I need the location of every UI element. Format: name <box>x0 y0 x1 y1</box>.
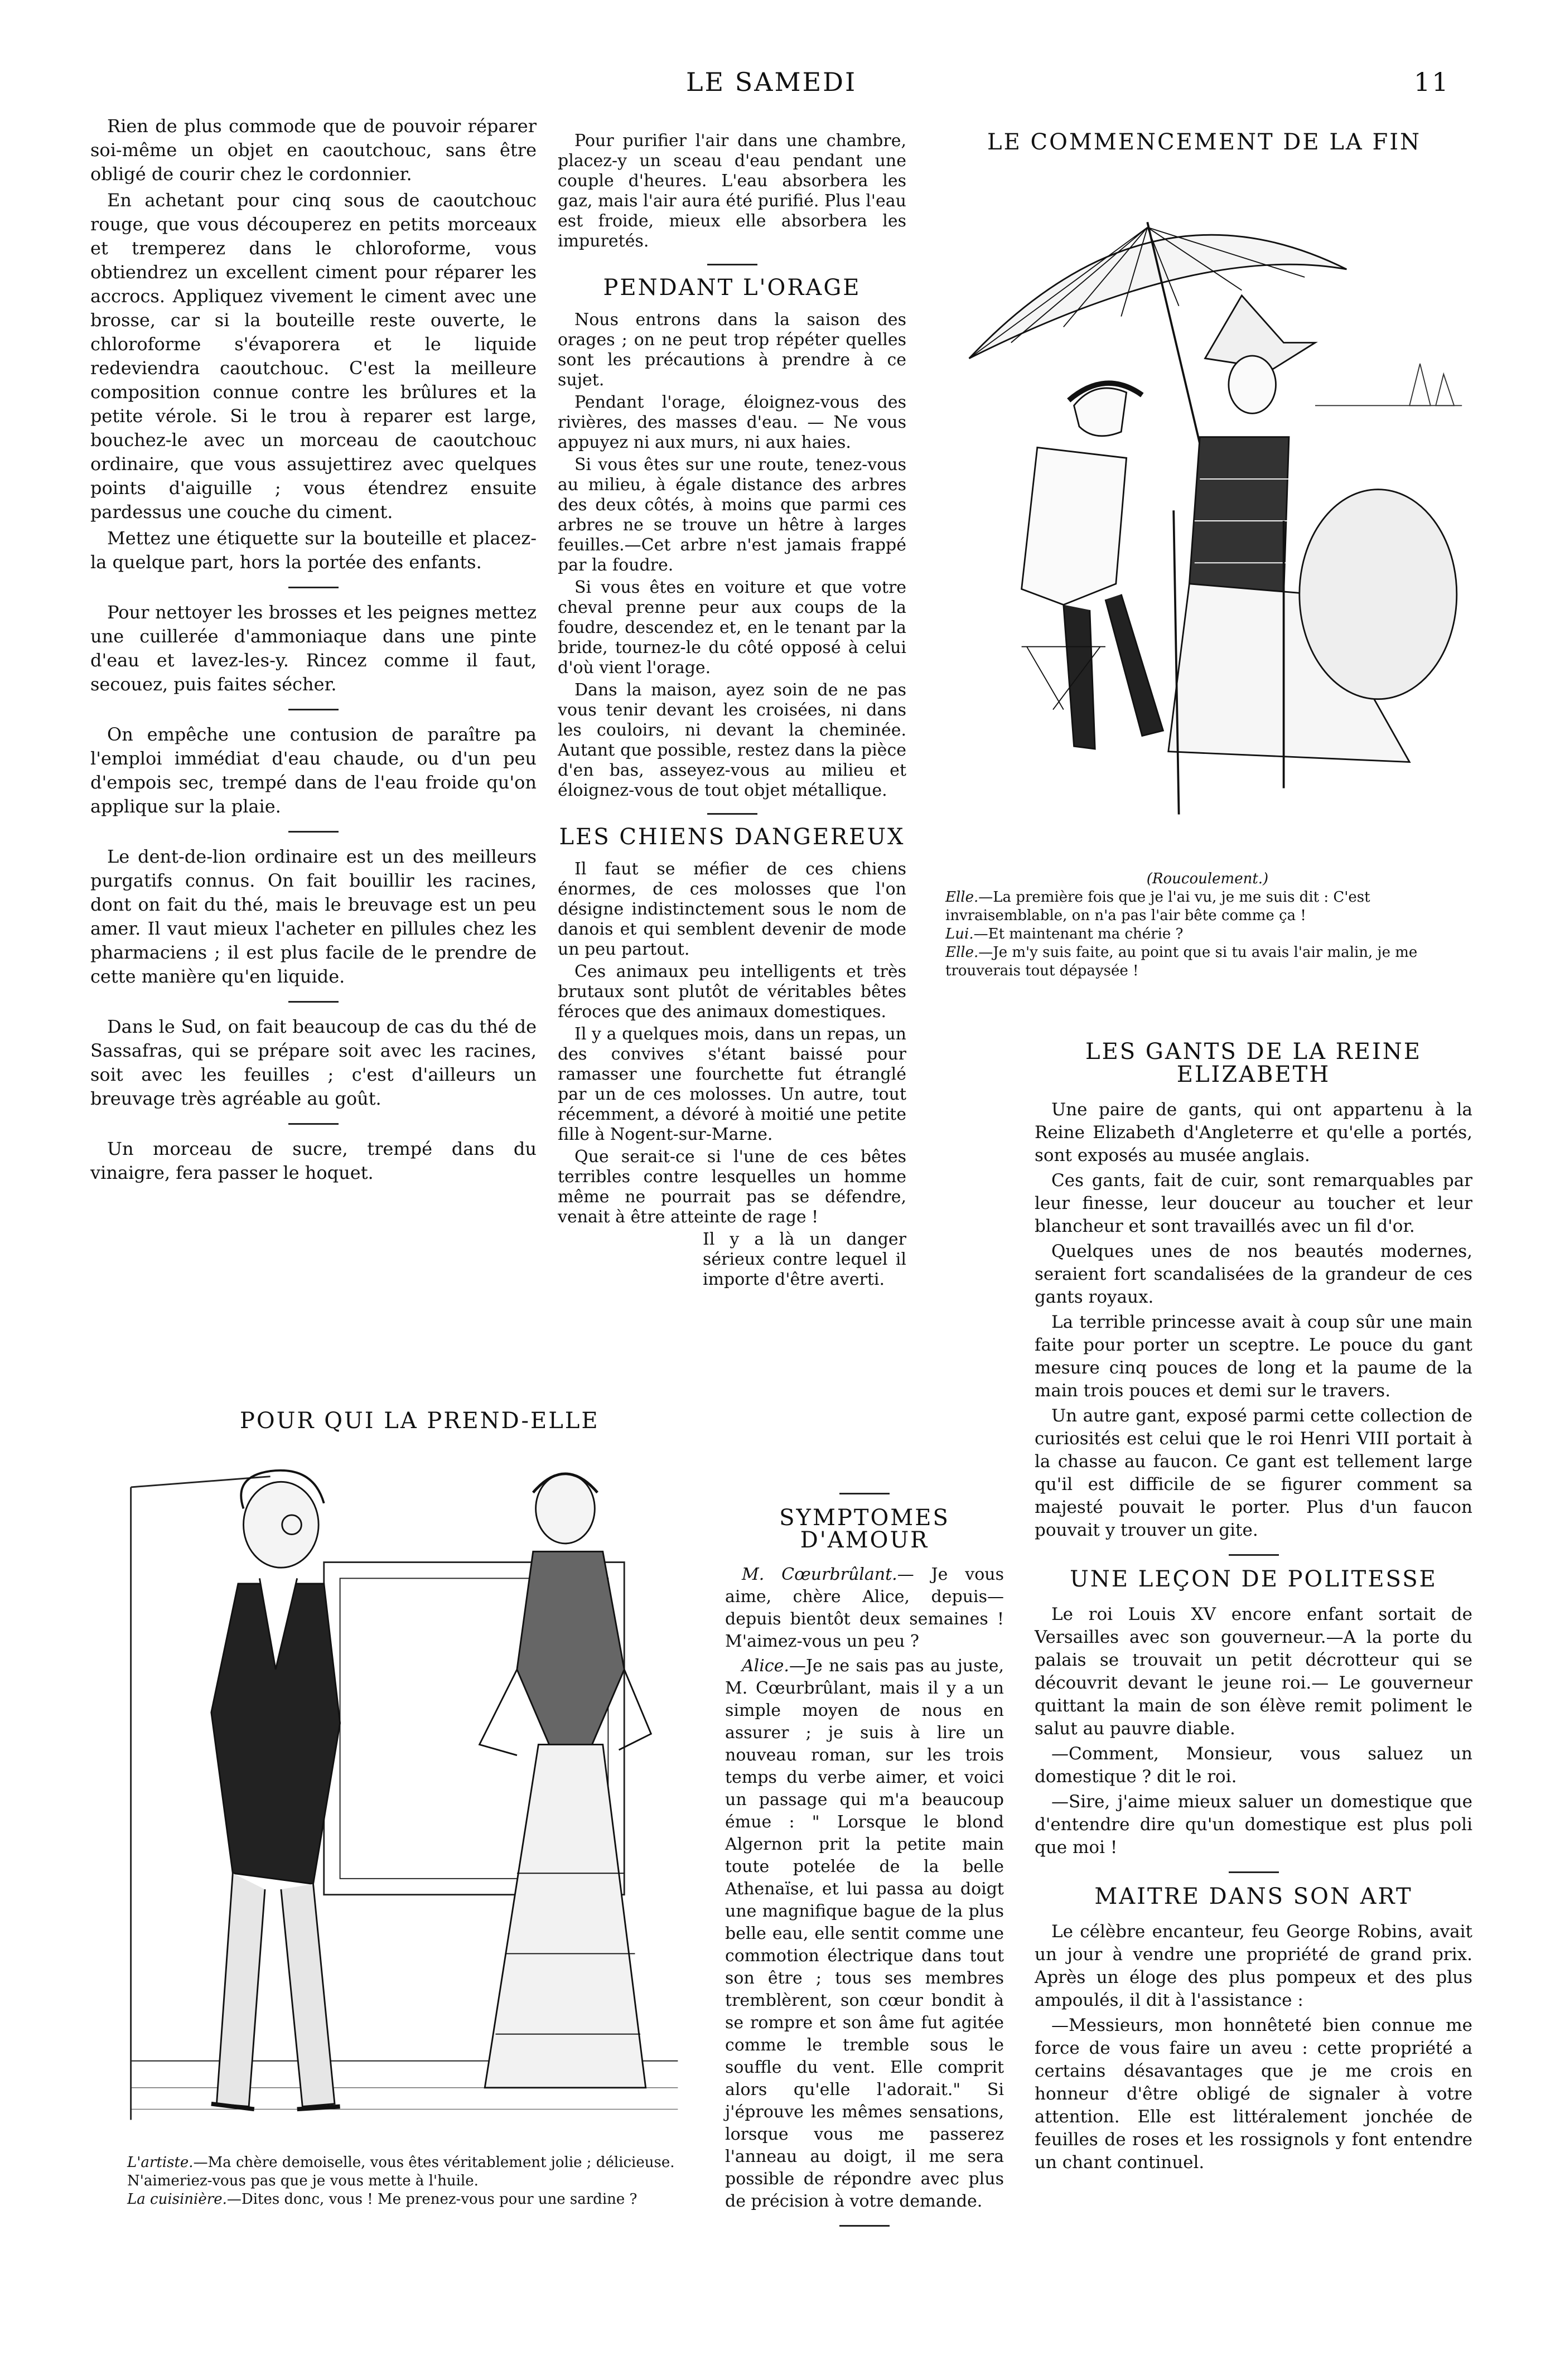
section-title-maitre: MAITRE DANS SON ART <box>1094 1884 1413 1909</box>
caption-speaker: Elle. <box>945 889 979 906</box>
column-2 <box>558 131 906 1292</box>
caption-text: —Et maintenant ma chérie ? <box>973 926 1184 942</box>
section-title-pour-qui: POUR QUI LA PREND-ELLE <box>240 1408 600 1434</box>
caption-text: —La première fois que je l'ai vu, je me suis dit : C'est invraisemblable, on n'a pas l'air bête comme ça ! <box>945 889 1370 924</box>
illustration-couple-under-parasol <box>948 165 1472 862</box>
paragraph: Pendant l'orage, éloignez-vous des rivières, des masses d'eau. — Ne vous appuyez ni aux murs, ni aux haies. <box>558 393 906 452</box>
divider <box>839 1493 890 1494</box>
divider <box>707 813 757 815</box>
caption-speaker: La cuisinière. <box>127 2191 227 2208</box>
caption-speaker: Lui. <box>945 926 974 942</box>
paragraph: —Sire, j'aime mieux saluer un domestique que d'entendre dire qu'un domestique est plus poli que moi ! <box>1035 1792 1472 1857</box>
paragraph: Que serait-ce si l'une de ces bêtes terribles contre lesquelles un homme même ne pourrait pas se défendre, venait à être atteinte de rage ! <box>558 1147 906 1227</box>
paragraph: Il y a là un danger sérieux contre lequel il importe d'être averti. <box>703 1230 906 1289</box>
paragraph: Dans le Sud, on fait beaucoup de cas du thé de Sassafras, qui se prépare soit avec les racines, soit avec les feuilles ; c'est d'ailleurs un breuvage très agréable au goût. <box>90 1016 537 1109</box>
paragraph: Rien de plus commode que de pouvoir réparer soi-même un objet en caoutchouc, sans être obligé de courir chez le cordonnier. <box>90 115 537 185</box>
paragraph: Le célèbre encanteur, feu George Robins, avait un jour à vendre une propriété de grand prix. Après un éloge des plus pompeux et des plus ampoulés, il dit à l'assistance : <box>1035 1922 1472 2010</box>
paragraph: Dans la maison, ayez soin de ne pas vous tenir devant les croisées, ni dans les couloirs, ni devant la cheminée. Autant que possible, restez dans la pièce d'en bas, asseyez-vous au milieu et éloignez-vous de tout objet métallique. <box>558 680 906 800</box>
divider <box>288 831 339 833</box>
caption-speaker: Elle. <box>945 944 979 961</box>
divider <box>1229 1554 1279 1556</box>
paragraph: En achetant pour cinq sous de caoutchouc rouge, que vous découperez en petits morceaux et tremperez dans le chloroforme, vous obtiendrez un excellent ciment pour réparer les accrocs. Appliquez vivement le ciment avec une brosse, car si la bouteille reste ouverte, le chloroforme s'évaporera et le liquide redeviendra caoutchouc. C'est la meilleure composition connue contre les brûlures et la petite vérole. Si le trou à reparer est large, bouchez-le avec un morceau de caoutchouc ordinaire, que vous assujettirez avec quelques points d'aiguille ; vous étendrez ensuite pardessus une couche du ciment. <box>90 190 537 523</box>
paragraph: Mettez une étiquette sur la bouteille et placez-la quelque part, hors la portée des enfants. <box>90 528 537 573</box>
section-title-symptomes: SYMPTOMES D'AMOUR <box>779 1505 950 1553</box>
caption-text: —Je m'y suis faite, au point que si tu avais l'air malin, je me trouverais tout dépaysée ! <box>945 944 1418 979</box>
paragraph: Ces animaux peu intelligents et très brutaux sont plutôt de véritables bêtes féroces que des animaux domestiques. <box>558 962 906 1022</box>
paragraph: —Je ne sais pas au juste, M. Cœurbrûlant, mais il y a un simple moyen de nous en assurer ; je suis à lire un nouveau roman, sur les trois temps du verbe aimer, et voici un passage qui m'a beaucoup émue : " Lorsque le blond Algernon prit la petite main toute potelée de la belle Athenaïse, et lui passa au doigt une magnifique bague de la plus belle eau, elle sentit comme une commotion électrique dans tout son être ; tous ses membres tremblèrent, son cœur bondit à se rompre et son âme fut agitée comme le tremble sous le souffle du vent. Elle comprit alors qu'elle l'adorait." Si j'éprouve les mêmes sensations, lorsque vous me passerez l'anneau au doigt, il me sera possible de répondre avec plus de précision à votre demande. <box>725 1656 1004 2211</box>
caption-text: —Dites donc, vous ! Me prenez-vous pour une sardine ? <box>226 2191 637 2208</box>
paragraph: Si vous êtes sur une route, tenez-vous au milieu, à égale distance des arbres des deux côtés, à moins que parmi ces arbres ne se trouve un hêtre à larges feuilles.—Cet arbre n'est jamais frappé par la foudre. <box>558 455 906 575</box>
paragraph: Un autre gant, exposé parmi cette collection de curiosités est celui que le roi Henri VIII portait à la chasse au faucon. Ce gant est tellement large qu'il est difficile de se figurer comment sa majesté pouvait le porter. Plus d'un faucon pouvait y trouver un gite. <box>1035 1406 1472 1540</box>
caption-subtitle: (Roucoulement.) <box>1146 870 1269 887</box>
section-title-chiens: LES CHIENS DANGEREUX <box>559 824 905 850</box>
column-1 <box>90 114 537 1187</box>
illustration-artist-and-cook <box>109 1444 700 2141</box>
divider <box>839 2225 890 2227</box>
paragraph: Quelques unes de nos beautés modernes, seraient fort scandalisées de la grandeur de ces gants royaux. <box>1035 1241 1472 1307</box>
paragraph: La terrible princesse avait à coup sûr une main faite pour porter un sceptre. Le pouce du gant mesure cinq pouces de long et la paume de la main trois pouces et demi sur le travers. <box>1035 1312 1472 1401</box>
divider <box>288 709 339 710</box>
section-title-commencement: LE COMMENCEMENT DE LA FIN <box>987 129 1422 155</box>
paragraph: Nous entrons dans la saison des orages ; on ne peut trop répéter quelles sont les précautions à prendre à ce sujet. <box>558 310 906 390</box>
paragraph: — Je vous aime, chère Alice, depuis—depuis bientôt deux semaines ! M'aimez-vous un peu ? <box>725 1565 1004 1651</box>
speaker: Alice. <box>742 1656 789 1676</box>
section-symptomes <box>725 1481 1004 2239</box>
divider <box>288 1001 339 1003</box>
paragraph: Il y a quelques mois, dans un repas, un des convives s'étant baissé pour ramasser une fourchette fut étranglé par un de ces molosses. Un autre, tout récemment, a dévoré à moitié une petite fille à Nogent-sur-Marne. <box>558 1024 906 1144</box>
divider <box>288 1123 339 1125</box>
paragraph: —Comment, Monsieur, vous saluez un domestique ? dit le roi. <box>1035 1744 1472 1787</box>
divider <box>288 587 339 588</box>
section-title-lecon: UNE LEÇON DE POLITESSE <box>1070 1566 1437 1592</box>
column-3 <box>1035 1032 1472 2176</box>
caption-speaker: L'artiste. <box>127 2154 194 2171</box>
section-title-gants: LES GANTS DE LA REINE ELIZABETH <box>1085 1039 1422 1087</box>
caption-commencement <box>945 870 1470 980</box>
paragraph: —Messieurs, mon honnêteté bien connue me force de vous faire un aveu : cette propriété a certains désavantages que je me crois en honneur d'être obligé de signaler à votre attention. Elle est littéralement jonchée de feuilles de roses et les rossignols y font entendre un chant continuel. <box>1035 2015 1472 2173</box>
page-title: LE SAMEDI <box>686 67 857 97</box>
paragraph: Un morceau de sucre, trempé dans du vinaigre, fera passer le hoquet. <box>90 1138 537 1183</box>
divider <box>1229 1871 1279 1873</box>
paragraph: Si vous êtes en voiture et que votre cheval prenne peur aux coups de la foudre, descendez et, en le tenant par la bride, tournez-le du côté opposé à celui d'où vient l'orage. <box>558 578 906 678</box>
section-title-orage: PENDANT L'ORAGE <box>603 275 861 301</box>
paragraph: Pour purifier l'air dans une chambre, placez-y un sceau d'eau pendant une couple d'heures. L'eau absorbera les gaz, mais l'air aura été purifié. Plus l'eau est froide, mieux elle absorbera les impuretés. <box>558 131 906 251</box>
divider <box>707 264 757 265</box>
caption-pour-qui <box>127 2154 707 2209</box>
speaker: M. Cœurbrûlant. <box>742 1565 897 1584</box>
paragraph: On empêche une contusion de paraître pa l'emploi immédiat d'eau chaude, ou d'un peu d'empois sec, trempé dans de l'eau froide qu'on applique sur la plaie. <box>90 724 537 817</box>
caption-text: —Ma chère demoiselle, vous êtes véritablement jolie ; délicieuse. N'aimeriez-vous pas que je vous mette à l'huile. <box>127 2154 675 2189</box>
paragraph: Le roi Louis XV encore enfant sortait de Versailles avec son gouverneur.—A la porte du palais se trouvait un petit décrotteur qui se découvrit devant le jeune roi.— Le gouverneur quittant la main de son élève remit poliment le salut au pauvre diable. <box>1035 1604 1472 1739</box>
paragraph: Pour nettoyer les brosses et les peignes mettez une cuillerée d'ammoniaque dans une pinte d'eau et lavez-les-y. Rincez comme il faut, secouez, puis faites sécher. <box>90 602 537 695</box>
paragraph: Le dent-de-lion ordinaire est un des meilleurs purgatifs connus. On fait bouillir les racines, dont on fait du thé, mais le breuvage est un peu amer. Il vaut mieux l'acheter en pillules chez les pharmaciens ; il est plus facile de le prendre de cette manière qu'en liquide. <box>90 846 537 987</box>
paragraph: Il faut se méfier de ces chiens énormes, de ces molosses que l'on désigne indistinctement sous le nom de danois et qui semblent devenir de mode un peu partout. <box>558 859 906 959</box>
page-number: 11 <box>1414 67 1450 97</box>
paragraph: Ces gants, fait de cuir, sont remarquables par leur finesse, leur douceur au toucher et leur blancheur et sont travaillés avec un fil d'or. <box>1035 1170 1472 1236</box>
paragraph: Une paire de gants, qui ont appartenu à la Reine Elizabeth d'Angleterre et qu'elle a portés, sont exposés au musée anglais. <box>1035 1100 1472 1165</box>
